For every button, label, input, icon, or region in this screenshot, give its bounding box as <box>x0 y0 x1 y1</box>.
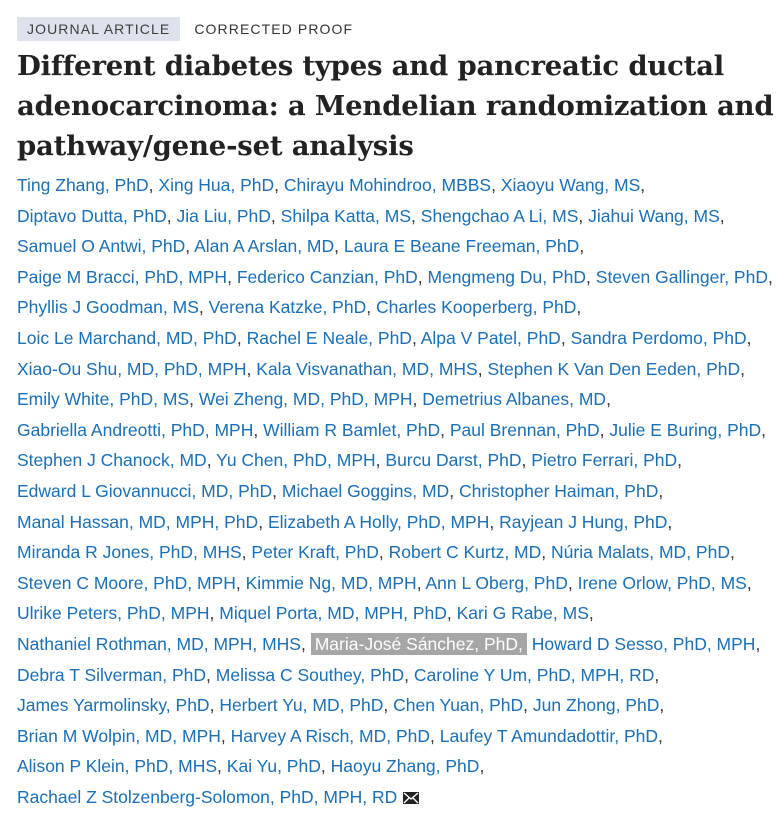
author-separator: , <box>440 419 445 440</box>
author-link[interactable]: Samuel O Antwi, PhD <box>17 236 186 257</box>
author-separator: , <box>416 572 422 593</box>
author-separator: , <box>719 205 725 226</box>
author-separator: , <box>489 511 495 532</box>
author-link[interactable]: Chirayu Mohindroo, MBBS <box>283 175 492 195</box>
author-link[interactable]: Miranda R Jones, PhD, MHS <box>17 542 242 563</box>
article-type-badge: JOURNAL ARTICLE <box>17 17 180 41</box>
author-separator: , <box>677 450 683 471</box>
author-separator: , <box>217 756 222 777</box>
author-separator: , <box>477 358 483 379</box>
author-link[interactable]: Mengmeng Du, PhD <box>427 266 587 287</box>
author-link[interactable]: Peter Kraft, PhD <box>251 542 379 563</box>
author-link[interactable]: Maria-José Sánchez, PhD, <box>311 633 527 655</box>
author-link[interactable]: Steven Gallinger, PhD <box>595 266 768 287</box>
author-separator: , <box>227 266 232 287</box>
author-link[interactable]: Irene Orlow, PhD, MS <box>577 572 747 593</box>
envelope-icon[interactable] <box>403 792 419 804</box>
author-link[interactable]: Jiahui Wang, MS <box>588 205 720 226</box>
author-link[interactable]: Xing Hua, PhD <box>158 175 275 195</box>
author-link[interactable]: Phyllis J Goodman, MS <box>17 297 199 318</box>
author-separator: , <box>491 175 496 195</box>
author-link[interactable]: Kari G Rabe, MS <box>456 603 589 624</box>
author-link[interactable]: Manal Hassan, MD, MPH, PhD <box>17 511 259 532</box>
author-link[interactable]: Julie E Buring, PhD <box>609 419 762 440</box>
author-link[interactable]: Christopher Haiman, PhD <box>458 480 659 501</box>
author-link[interactable]: Stephen K Van Den Eeden, PhD <box>487 358 741 379</box>
author-separator: , <box>658 480 664 501</box>
author-link[interactable]: Pietro Ferrari, PhD <box>531 450 678 471</box>
author-link[interactable]: Steven C Moore, PhD, MPH <box>17 572 236 593</box>
author-link[interactable]: Howard D Sesso, PhD, MPH <box>531 633 756 654</box>
author-link[interactable]: Yu Chen, PhD, MPH <box>216 450 376 471</box>
author-link[interactable]: Melissa C Southey, PhD <box>215 664 405 685</box>
author-link[interactable]: Alison P Klein, PhD, MHS <box>17 756 218 777</box>
author-separator: , <box>206 450 212 471</box>
author-separator: , <box>378 542 384 563</box>
author-link[interactable]: James Yarmolinsky, PhD <box>17 695 210 716</box>
author-separator: , <box>658 725 663 746</box>
author-link[interactable]: Debra T Silverman, PhD <box>17 664 207 685</box>
author-link[interactable]: Alpa V Patel, PhD <box>420 327 561 348</box>
author-link[interactable]: Shilpa Katta, MS <box>280 205 412 226</box>
article-header <box>17 16 777 812</box>
author-separator: , <box>246 358 252 379</box>
author-link[interactable]: Ulrike Peters, PhD, MPH <box>17 603 210 624</box>
author-separator: , <box>654 664 660 685</box>
author-link[interactable]: Loic Le Marchand, MD, PhD <box>17 327 237 348</box>
author-link[interactable]: Kimmie Ng, MD, MPH <box>245 572 417 593</box>
author-separator: , <box>241 542 247 563</box>
author-separator: , <box>417 266 423 287</box>
author-link[interactable]: Paul Brennan, PhD <box>449 419 600 440</box>
author-separator: , <box>209 695 215 716</box>
author-separator: , <box>740 358 745 379</box>
author-link[interactable]: Haoyu Zhang, PhD <box>330 756 480 777</box>
author-separator: , <box>166 205 172 226</box>
author-link[interactable]: Kala Visvanathan, MD, MHS <box>256 358 478 379</box>
author-link[interactable]: Laufey T Amundadottir, PhD <box>439 725 659 746</box>
author-separator: , <box>430 725 435 746</box>
author-link[interactable]: Jia Liu, PhD <box>176 205 271 226</box>
author-link[interactable]: Núria Malats, MD, PhD <box>551 542 730 563</box>
author-separator: , <box>746 327 752 348</box>
author-link[interactable]: Herbert Yu, MD, PhD <box>219 695 384 716</box>
author-separator: , <box>189 389 194 410</box>
author-separator: , <box>206 664 211 685</box>
author-link[interactable]: Elizabeth A Holly, PhD, MPH <box>267 511 490 532</box>
author-link[interactable]: Miquel Porta, MD, MPH, PhD <box>219 603 447 624</box>
author-separator: , <box>667 511 673 532</box>
author-separator: , <box>767 266 773 287</box>
author-link[interactable]: Ann L Oberg, PhD <box>425 572 568 593</box>
author-link[interactable]: Shengchao A Li, MS <box>420 205 579 226</box>
author-separator: , <box>235 572 241 593</box>
author-separator: , <box>746 572 752 593</box>
author-separator: , <box>411 205 416 226</box>
author-separator: , <box>411 327 417 348</box>
author-separator: , <box>541 542 547 563</box>
author-separator: , <box>521 450 527 471</box>
author-separator: , <box>236 327 242 348</box>
author-separator: , <box>300 633 306 654</box>
author-separator: , <box>412 389 418 410</box>
author-link[interactable]: Kai Yu, PhD <box>226 756 321 777</box>
author-separator: , <box>185 236 191 257</box>
author-separator: , <box>366 297 372 318</box>
author-link[interactable]: Jun Zhong, PhD <box>532 695 660 716</box>
author-link[interactable]: Rayjean J Hung, PhD <box>499 511 668 532</box>
author-link[interactable]: Paige M Bracci, PhD, MPH <box>17 266 228 287</box>
author-link[interactable]: Diptavo Dutta, PhD <box>17 205 167 226</box>
author-separator: , <box>523 695 529 716</box>
author-separator: , <box>253 419 259 440</box>
author-separator: , <box>404 664 410 685</box>
author-link[interactable]: William R Bamlet, PhD <box>263 419 441 440</box>
author-link[interactable]: Stephen J Chanock, MD <box>17 450 207 471</box>
author-link[interactable]: Alan A Arslan, MD <box>194 236 335 257</box>
author-separator: , <box>198 297 204 318</box>
author-link[interactable]: Xiao-Ou Shu, MD, PhD, MPH <box>17 358 247 379</box>
author-separator: , <box>334 236 340 257</box>
author-separator: , <box>220 725 226 746</box>
author-separator: , <box>599 419 605 440</box>
author-link[interactable]: Demetrius Albanes, MD <box>422 389 607 410</box>
author-separator: , <box>761 419 767 440</box>
author-separator: , <box>560 327 566 348</box>
author-separator: , <box>586 266 591 287</box>
author-separator: , <box>375 450 381 471</box>
author-link[interactable]: Ting Zhang, PhD <box>17 175 149 195</box>
author-link[interactable]: Laura E Beane Freeman, PhD <box>343 236 580 257</box>
author-separator: , <box>578 205 584 226</box>
article-meta <box>17 16 777 42</box>
author-link[interactable]: Burcu Darst, PhD <box>385 450 522 471</box>
author-separator: , <box>272 480 278 501</box>
author-link[interactable]: Sandra Perdomo, PhD <box>570 327 747 348</box>
article-title: Different diabetes types and pancreatic ductal adenocarcinoma: a Mendelian randomization and pathway/gene-set analysis <box>17 50 774 162</box>
author-link[interactable]: Brian M Wolpin, MD, MPH <box>17 725 221 746</box>
author-separator: , <box>383 695 389 716</box>
author-link[interactable]: Emily White, PhD, MS <box>17 389 190 410</box>
author-separator: , <box>588 603 594 624</box>
author-separator: , <box>258 511 264 532</box>
author-link[interactable]: Caroline Y Um, PhD, MPH, RD <box>413 664 655 685</box>
author-link[interactable]: Michael Goggins, MD <box>281 480 450 501</box>
author-separator: , <box>567 572 573 593</box>
author-link[interactable]: Harvey A Risch, MD, PhD <box>230 725 431 746</box>
author-link[interactable]: Robert C Kurtz, MD <box>388 542 542 563</box>
author-link[interactable]: Verena Katzke, PhD <box>208 297 367 318</box>
author-link[interactable]: Rachel E Neale, PhD <box>246 327 412 348</box>
author-separator: , <box>320 756 326 777</box>
author-link[interactable]: Charles Kooperberg, PhD <box>375 297 577 318</box>
author-separator: , <box>209 603 215 624</box>
author-separator: , <box>446 603 452 624</box>
author-separator: , <box>148 175 154 195</box>
author-link[interactable]: Federico Canzian, PhD <box>236 266 418 287</box>
article-status: CORRECTED PROOF <box>194 21 354 37</box>
author-link[interactable]: Nathaniel Rothman, MD, MPH, MHS <box>17 633 301 654</box>
author-separator: , <box>606 389 611 410</box>
author-list <box>17 170 777 812</box>
author-separator: , <box>479 756 485 777</box>
author-separator: , <box>579 236 585 257</box>
author-separator: , <box>576 297 582 318</box>
author-separator: , <box>659 695 665 716</box>
author-separator: , <box>729 542 735 563</box>
author-link[interactable]: Rachael Z Stolzenberg-Solomon, PhD, MPH, RD <box>17 786 398 807</box>
author-link[interactable]: Chen Yuan, PhD <box>393 695 524 716</box>
author-link[interactable]: Edward L Giovannucci, MD, PhD <box>17 480 273 501</box>
author-link[interactable]: Wei Zheng, MD, PhD, MPH <box>198 389 413 410</box>
author-separator: , <box>270 205 276 226</box>
author-separator: , <box>449 480 455 501</box>
author-link[interactable]: Gabriella Andreotti, PhD, MPH <box>17 419 254 440</box>
author-link[interactable]: Xiaoyu Wang, MS <box>500 175 641 195</box>
author-separator: , <box>640 175 646 195</box>
author-separator: , <box>274 175 280 195</box>
author-separator: , <box>755 633 761 654</box>
